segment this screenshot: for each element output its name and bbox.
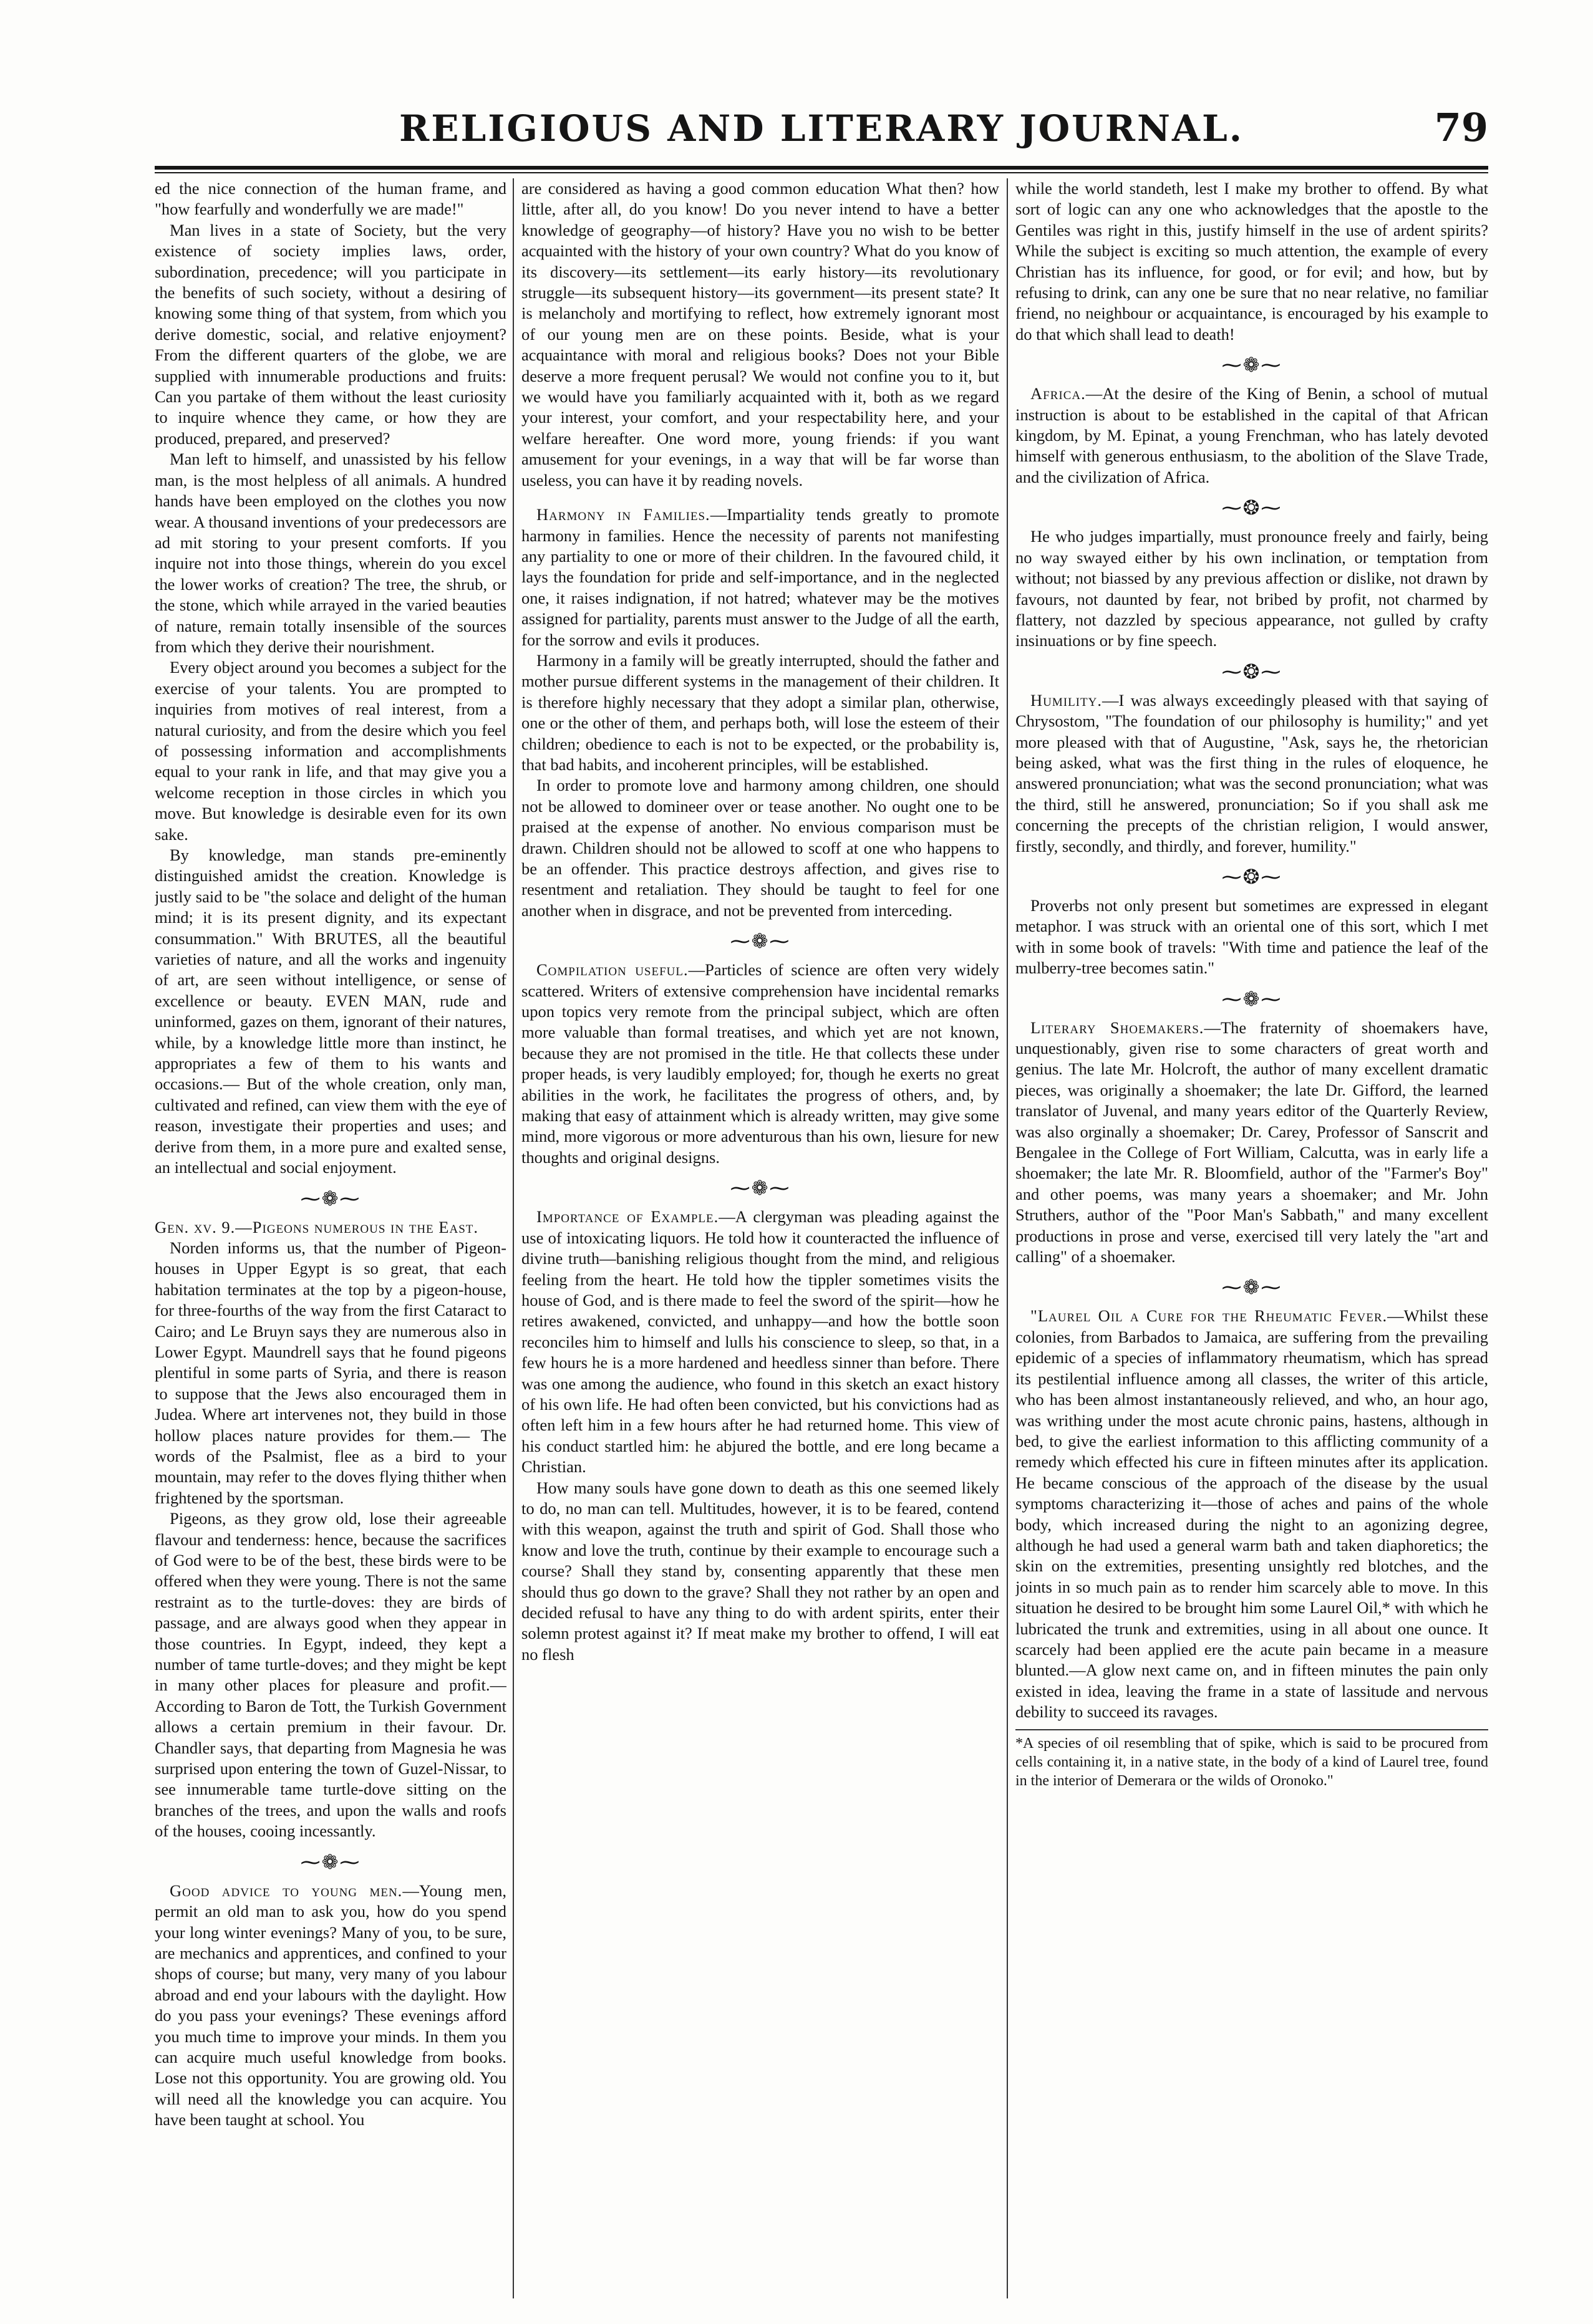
article-paragraph (1015, 1306, 1488, 1722)
section-ornament: ⁓❁⁓ (730, 1177, 791, 1200)
paragraph: By knowledge, man stands pre-eminently distinguished amidst the creation. Knowledge is justly said to be "the solace and delight of the human mind; it is its present dignity, and its expectant consummation." With BRUTES, all the beautiful varieties of nature, and all the works and ingenuity of art, are seen without intelligence, or sense of excellence or beauty. EVEN MAN, rude and uninformed, gazes on them, ignorant of their natures, while, by a knowledge little more than instinct, he appropriates a few of them to his wants and occasions.— But of the whole creation, only man, cultivated and refined, can view them with the eye of reason, investigate their properties and uses; and derive from them, in a more pure and exalted sense, an intellectual and social enjoyment. (155, 846, 506, 1177)
journal-title: RELIGIOUS AND LITERARY JOURNAL. (399, 107, 1244, 150)
paragraph-text: —At the desire of the King of Benin, a school of mutual instruction is about to be established in the capital of that African kingdom, by M. Epinat, a young Frenchman, who has lately devoted himself with generous enthusiasm, to the abolition of the Slave Trade, and the civilization of Africa. (1015, 384, 1488, 486)
section-heading: Compilation useful. (536, 960, 689, 980)
column-divider (1007, 178, 1008, 2298)
section-ornament: ⁓❁⁓ (300, 1850, 361, 1873)
paragraph-text: —Whilst these colonies, from Barbados to Jamaica, are suffering from the prevailing epidemic of a species of inflammatory rheumatism, which has spread its pestilential influence among all classes, the writer of this article, who has been almost instantaneously relieved, and who, an hour ago, was writhing under the most acute chronic pains, hastens, although in bed, to give the earliest information to this afflicting community of a remedy which effected his cure in fifteen minutes after its application. He became conscious of the approach of the disease by the usual symptoms characterizing it—those of aches and pains of the whole body, which increased during the night to an agonizing degree, although he had used a general warm bath and taken diaphoretics; the skin on the extremities, presenting unsightly red blotches, and the joints in so much pain as to render him scarcely able to move. In this situation he desired to be brought him some Laurel Oil,* with which he lubricated the trunk and extremities, using in all about one ounce. It scarcely had been applied ere the acute pain became in a measure blunted.—A glow next came on, and in fifteen minutes the pain only existed in idea, leaving the frame in a state of lassitude and nervous debility to succeed its ravages. (1015, 1306, 1488, 1722)
section-ornament: ⁓❁⁓ (300, 1187, 361, 1210)
section-ornament: ⁓❁⁓ (1221, 987, 1282, 1010)
section-ornament: ⁓❂⁓ (1221, 496, 1282, 519)
section-heading: Good advice to young men. (170, 1881, 403, 1900)
article-paragraph (1015, 690, 1488, 857)
paragraph-text: —A clergyman was pleading against the use of intoxicating liquors. He told how it counteracted the influence of divine truth—banishing religious thought from the mind, and religious feeling from the heart. He told how the tippler sometimes visits the house of God, and is there made to feel the sword of the spirit—how he retires awakened, convicted, and unhappy—and how the bottle soon reconciles him to himself and lulls his conscience to sleep, so that, in a few hours he is a more hardened and heedless sinner than before. There was one among the audience, who found in this sketch an exact history of his own life. He had often been convicted, but his convictions had as often left him in a few hours after he had returned home. This view of his conduct startled him: he abjured the bottle, and ere long became a Christian. (521, 1207, 999, 1477)
article-paragraph (1015, 383, 1488, 488)
header-rule-thick (155, 166, 1488, 170)
paragraph-text: —I was always exceedingly pleased with that saying of Chrysostom, "The foundation of our philosophy is humility;" and yet more pleased with that of Augustine, "Ask, says he, the rhetorician being asked, what was the first thing in the rules of eloquence, he answered pronunciation; what was the second pronunciation; what was the third, still he answered, pronunciation; So if you shall ask me concerning the precepts of the christian religion, I would answer, firstly, secondly, and thirdly, and forever, humility." (1015, 690, 1488, 856)
section-heading: Literary Shoemakers. (1030, 1018, 1204, 1037)
article-paragraph (521, 504, 999, 650)
paragraph-text: —Impartiality tends greatly to promote harmony in families. Hence the necessity of parents not manifesting any partiality to one or more of their children. In the favoured child, it lays the foundation for pride and self-importance, and in the neglected one, it raises indignation, if not hatred; whatever may be the motives assigned for partiality, parents must answer to the Judge of all the earth, for the sorrow and evils it produces. (521, 505, 999, 649)
section-ornament: ⁓❁⁓ (1221, 354, 1282, 377)
section-heading: Africa. (1030, 384, 1086, 403)
section-ornament: ⁓❂⁓ (1221, 865, 1282, 888)
column-2 (521, 178, 999, 2298)
paragraph: He who judges impartially, must pronounce freely and fairly, being no way swayed either by his own inclination, or temptation from without; not biassed by any previous affection or dislike, not drawn by favours, not daunted by fear, not bribed by profit, not charmed by flattery, not dazzled by specious appearance, not gulled by crafty insinuations or by fine speech. (1015, 527, 1488, 650)
section-ornament: ⁓❂⁓ (1221, 660, 1282, 683)
header-rule-thin (155, 172, 1488, 173)
article-paragraph (1015, 1018, 1488, 1268)
paragraph: Norden informs us, that the number of Pigeon-houses in Upper Egypt is so great, that each habitation terminates at the top by a pigeon-house, for three-fourths of the way from the first Cataract to Cairo; and Le Bruyn says they are numerous also in Lower Egypt. Maundrell says that he found pigeons plentiful in some parts of Syria, and there is reason to suppose that the Jews also encouraged them in Judea. Where art intervenes not, they build in those hollow places nature provides for them.— The words of the Psalmist, flee as a bird to your mountain, may refer to the doves flying thither when frightened by the sportsman. (155, 1238, 506, 1507)
article-paragraph (155, 1881, 506, 2131)
paragraph: are considered as having a good common education What then? how little, after all, do you know! Do you never intend to have a better knowledge of geography—of history? Have you no wish to be better acquainted with the history of your own country? What do you know of its discovery—its settlement—its early history—its revolutionary struggle—its subsequent history—its government—its present state? It is melancholy and mortifying to reflect, how extremely ignorant most of our young men are on these points. Beside, what is your acquaintance with moral and religious books? Does not your Bible deserve a more frequent perusal? We would not confine you to it, but we would have you familiarly acquainted with it, both as we regard your interest, your comfort, and your respectability here, and your welfare hereafter. One word more, young friends: if you want amusement for your evenings, in a way that will be far worse than useless, you can have it by reading novels. (521, 179, 999, 489)
paragraph-text: —The fraternity of shoemakers have, unquestionably, given rise to some characters of great worth and genius. The late Mr. Holcroft, the author of many excellent dramatic pieces, was originally a shoemaker; the late Dr. Gifford, the learned translator of Juvenal, and many years editor of the Quarterly Review, was also orginally a shoemaker; Dr. Carey, Professor of Sanscrit and Bengalee in the College of Fort William, Calcutta, was in early life a shoemaker; the late Mr. R. Bloomfield, author of the "Farmer's Boy" and other poems, was many years a shoemaker; and Mr. John Struthers, author of the "Poor Man's Sabbath," and many excellent productions in prose and verse, exercised till very lately the "art and calling" of a shoemaker. (1015, 1018, 1488, 1266)
paragraph: Man lives in a state of Society, but the very existence of society implies laws, order, subordination, precedence; will you participate in the benefits of such society, without a desiring of knowing some thing of that system, from which you derive domestic, social, and relative enjoyment? From the different quarters of the globe, we are supplied with innumerable productions and fruits: Can you partake of them without the least curiosity to inquire whence they came, or how they are produced, prepared, and preserved? (155, 220, 506, 448)
column-1 (155, 178, 506, 2298)
paragraph: How many souls have gone down to death as this one seemed likely to do, no man can tell. Multitudes, however, it is to be feared, contend with this weapon, against the truth and spirit of God. Shall those who know and love the truth, continue by their example to encourage such a course? Shall they stand by, consenting apparently that these men should thus go down to the grave? Shall they not rather by an open and decided refusal to have any thing to do with ardent spirits, enter their solemn protest against it? If meat make my brother to offend, I will eat no flesh (521, 1478, 999, 1664)
paragraph: Man left to himself, and unassisted by his fellow man, is the most helpless of all animals. A hundred hands have been employed on the clothes you now wear. A thousand inventions of your predecessors are ad mit storing to your present comforts. If you inquire not into those things, wherein do you excel the lower works of creation? The tree, the shrub, or the stone, which while arrayed in the varied beauties of nature, remain totally insensible of the sources from which they derive their nourishment. (155, 450, 506, 656)
section-ornament: ⁓❁⁓ (730, 930, 791, 953)
section-heading: Harmony in Families. (536, 505, 710, 524)
paragraph-text: —Particles of science are often very widely scattered. Writers of extensive comprehension have incidental remarks upon topics very remote from the principal subject, which are often more valuable than formal treatises, and which yet are not known, because they are not promised in the title. He that collects these under proper heads, is very laudibly employed; for, though he exerts no great abilities in the work, he facilitates the progress of others, and, by making that easy of attainment which is already written, may give some mind, more vigorous or more adventurous than his own, liesure for new thoughts and original designs. (521, 960, 999, 1167)
column-3 (1015, 178, 1488, 2298)
page-number: 79 (1434, 105, 1488, 150)
masthead (155, 105, 1488, 162)
article-paragraph (521, 1207, 999, 1477)
paragraph: ed the nice connection of the human frame, and "how fearfully and wonderfully we are made!" (155, 179, 506, 219)
paragraph: Proverbs not only present but sometimes are expressed in elegant metaphor. I was struck with an oriental one of this sort, which I met with in some book of travels: "With time and patience the leaf of the mulberry-tree becomes satin." (1015, 895, 1488, 978)
paragraph: Harmony in a family will be greatly interrupted, should the father and mother pursue different systems in the management of their children. It is therefore highly necessary that they adopt a similar plan, otherwise, one or the other of them, and perhaps both, will lose the esteem of their children; obedience to each is not to be expected, or the probability is, that bad habits, and incoherent principles, will be established. (521, 650, 999, 774)
paragraph: Every object around you becomes a subject for the exercise of your talents. You are prompted to inquiries from motives of real interest, from a natural curiosity, and from the desire which you feel of possessing information and accomplishments equal to your rank in life, and that may give you a welcome reception in those circles in which you move. But knowledge is desirable even for its own sake. (155, 658, 506, 844)
paragraph: Pigeons, as they grow old, lose their agreeable flavour and tenderness: hence, because the sacrifices of God were to be of the best, these birds were to be offered when they were young. There is not the same restraint as to the turtle-doves: they are birds of passage, and are always good when they appear in those countries. In Egypt, indeed, they kept a number of tame turtle-doves; and they might be kept in many other places for pleasure and profit.— According to Baron de Tott, the Turkish Government allows a certain premium in their favour. Dr. Chandler says, that departing from Magnesia he was surprised upon entering the town of Guzel-Nissar, to see innumerable tame turtle-dove sitting on the branches of the trees, and upon the walls and roofs of the houses, cooing incessantly. (155, 1509, 506, 1841)
paragraph: In order to promote love and harmony among children, one should not be allowed to domineer over or tease another. No ought one to be praised at the expense of another. No envious comparison must be drawn. Children should not be allowed to scoff at one who happens to be an offender. This practice destroys affection, and gives rise to resentment and retaliation. They should be taught to feel for one another when in disgrace, and not be prevented from interceding. (521, 776, 999, 920)
section-ornament: ⁓❁⁓ (1221, 1276, 1282, 1299)
section-heading: Gen. xv. 9.—Pigeons numerous in the East. (155, 1217, 478, 1237)
paragraph: while the world standeth, lest I make my brother to offend. By what sort of logic can any one who acknowledges that the apostle to the Gentiles was right in this, justify himself in the use of ardent spirits? While the subject is exciting so much attention, the example of every Christian has its influence, for good, or for evil; and how, but by refusing to drink, can any one be sure that no near relative, no familiar friend, no neighbour or acquaintance, is encouraged by his example to do that which shall lead to death! (1015, 179, 1488, 344)
footnote: *A species of oil resembling that of spike, which is said to be procured from cells containing it, in a native state, in the body of a kind of Laurel tree, found in the interior of Demerara or the wilds of Oronoko." (1015, 1729, 1488, 1790)
section-heading: Humility. (1030, 690, 1102, 710)
paragraph-text: —Young men, permit an old man to ask you, how do you spend your long winter evenings? Many of you, to be sure, are mechanics and apprentices, and confined to your shops of course; but many, very many of you labour abroad and end your labours with the daylight. How do you pass your evenings? These evenings afford you much time to improve your minds. In them you can acquire much useful knowledge from books. Lose not this opportunity. You are growing old. You will need all the knowledge you can acquire. You have been taught at school. You (155, 1881, 506, 2129)
section-heading: Importance of Example. (536, 1207, 719, 1227)
column-divider (513, 178, 514, 2298)
section-heading: "Laurel Oil a Cure for the Rheumatic Fever. (1030, 1306, 1388, 1326)
article-paragraph (521, 960, 999, 1168)
